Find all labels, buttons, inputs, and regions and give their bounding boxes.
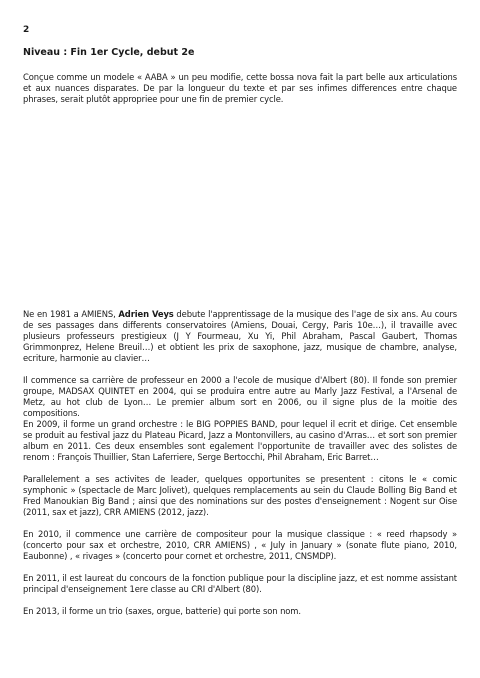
composer-name: Adrien Veys (118, 309, 174, 319)
biography-section (23, 309, 457, 617)
intro-section (23, 72, 457, 105)
bio-paragraph-3: En 2009, il forme un grand orchestre : le BIG POPPIES BAND, pour lequel il ecrit et dirige. Cet ensemble se produit au festival jazz du Plateau Picard, Jazz a Montonvillers, au casino d'Arras… et sort son premier album en 2011. Ces deux ensembles sont egalement l'opportunite de travailler avec des solistes de renom : François Thuillier, Stan Laferriere, Serge Bertocchi, Phil Abraham, Eric Barret… (23, 419, 457, 462)
bio-p1-before: Ne en 1981 a AMIENS, (23, 309, 119, 319)
bio-paragraph-6: En 2011, il est laureat du concours de la fonction publique pour la discipline jazz, et est nomme assistant principal d'enseignement 1ere classe au CRI d'Albert (80). (23, 573, 457, 594)
bio-paragraph-7: En 2013, il forme un trio (saxes, orgue, batterie) qui porte son nom. (23, 606, 301, 616)
bio-paragraph-1 (23, 309, 457, 364)
bio-paragraph-2: Il commence sa carrière de professeur en 2000 a l'ecole de musique d'Albert (80). Il fonde son premier groupe, MADSAX QUINTET en 2004, qui se produira entre autre au Marly Jazz Festival, a l'Arsenal de Metz, au hot club de Lyon… Le premier album sort en 2006, ou il signe plus de la moitie des compositions. (23, 375, 457, 418)
page-number: 2 (23, 25, 30, 35)
level-heading: Niveau : Fin 1er Cycle, debut 2e (23, 47, 195, 58)
bio-paragraph-5: En 2010, il commence une carrière de compositeur pour la musique classique : « reed rhapsody » (concerto pour sax et orchestre, 2010, CRR AMIENS) , « July in January » (sonate flute piano, 2010, Eaubonne) , « rivages » (concerto pour cornet et orchestre, 2011, CNSMDP). (23, 529, 457, 561)
bio-paragraph-4: Parallelement a ses activites de leader, quelques opportunites se presentent : citons le « comic symphonic » (spectacle de Marc Jolivet), quelques remplacements au sein du Claude Bolling Big Band et Fred Manoukian Big Band ; ainsi que des nominations sur des postes d'enseignement : Nogent sur Oise (2011, sax et jazz), CRR AMIENS (2012, jazz). (23, 474, 457, 517)
intro-paragraph: Conçue comme un modele « AABA » un peu modifie, cette bossa nova fait la part belle aux articulations et aux nuances disparates. De par la longueur du texte et par ses infimes differences entre chaque phrases, serait plutôt appropriee pour une fin de premier cycle. (23, 72, 457, 104)
bio-p1-after: debute l'apprentissage de la musique des l'age de six ans. Au cours de ses passages dans differents conservatoires (Amiens, Douai, Cergy, Paris 10e…), il travaille avec plusieurs professeurs prestigieux (J Y Fourmeau, Xu Yi, Phil Abraham, Pascal Gaubert, Thomas Grimmonprez, Helene Breuil…) et obtient les prix de saxophone, jazz, musique de chambre, analyse, ecriture, harmonie au clavier… (23, 309, 457, 363)
